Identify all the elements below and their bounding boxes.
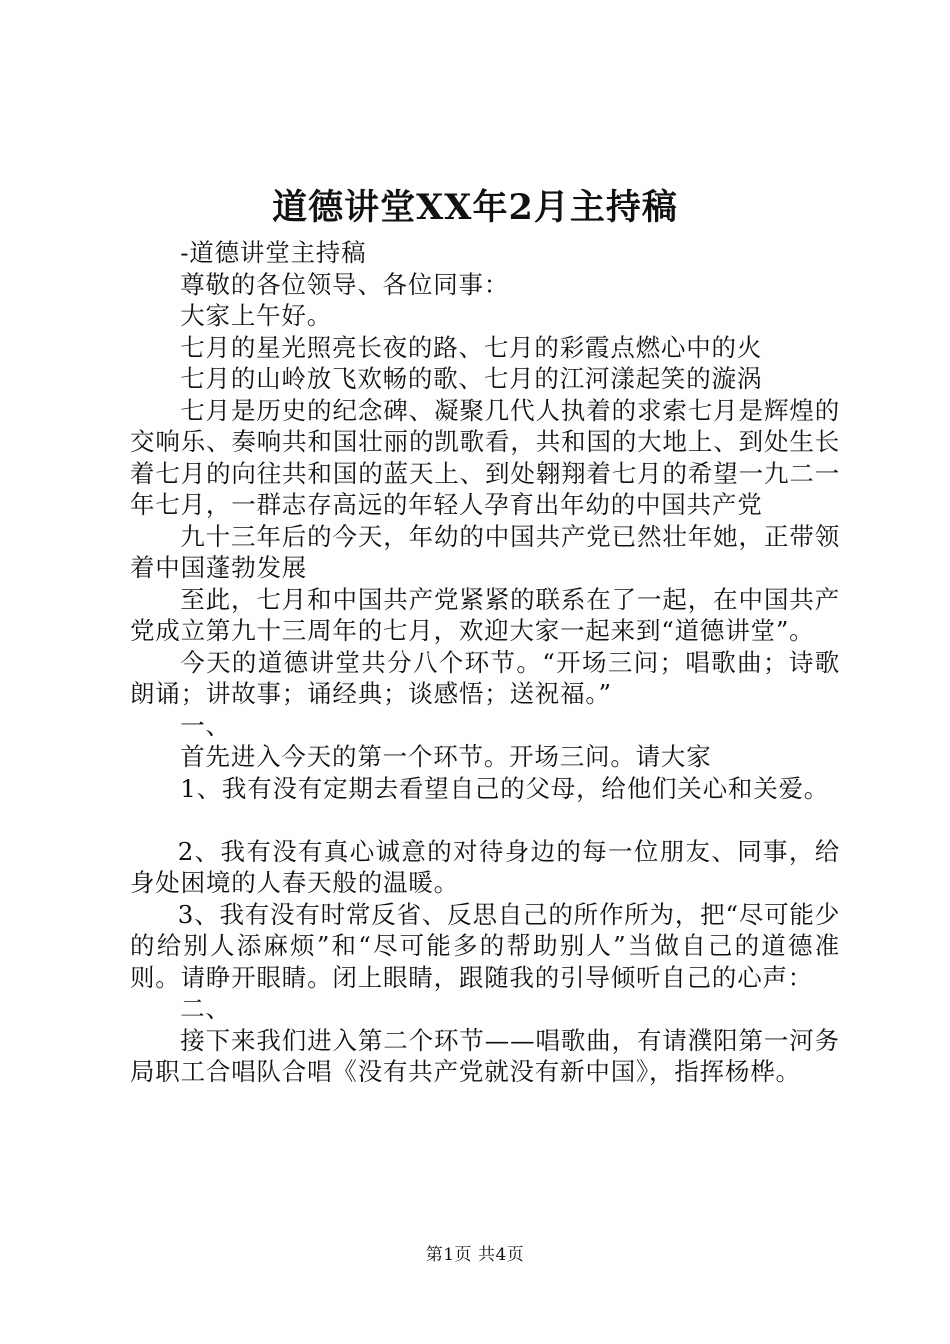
paragraph: 至此，七月和中国共产党紧紧的联系在了一起，在中国共产党成立第九十三周年的七月，欢迎大家一起来到“道德讲堂”。 (130, 584, 840, 645)
paragraph: -道德讲堂主持稿 (180, 238, 367, 267)
paragraph: 接下来我们进入第二个环节——唱歌曲，有请濮阳第一河务局职工合唱队合唱《没有共产党就没有新中国》，指挥杨桦。 (130, 1025, 840, 1086)
paragraph: 九十三年后的今天，年幼的中国共产党已然壮年她，正带领着中国蓬勃发展 (130, 521, 840, 582)
paragraph: 3、我有没有时常反省、反思自己的所作所为，把“尽可能少的给别人添麻烦”和“尽可能多的帮助别人”当做自己的道德准则。请睁开眼睛。闭上眼睛，跟随我的引导倾听自己的心声： (130, 899, 840, 992)
document-body (130, 237, 840, 1088)
paragraph: 七月的星光照亮长夜的路、七月的彩霞点燃心中的火 (180, 332, 763, 362)
paragraph: 七月是历史的纪念碑、凝聚几代人执着的求索七月是辉煌的交响乐、奏响共和国壮丽的凯歌看，共和国的大地上、到处生长着七月的向往共和国的蓝天上、到处翱翔着七月的希望一九二一年七月，一群志存高远的年轻人孕育出年幼的中国共产党 (130, 395, 840, 519)
paragraph: 一、 (180, 710, 231, 740)
paragraph: 1、我有没有定期去看望自己的父母，给他们关心和关爱。 (180, 773, 830, 803)
paragraph: 尊敬的各位领导、各位同事： (180, 269, 510, 299)
paragraph: 2、我有没有真心诚意的对待身边的每一位朋友、同事，给身处困境的人春天般的温暖。 (130, 836, 840, 897)
paragraph: 大家上午好。 (180, 301, 333, 330)
paragraph: 今天的道德讲堂共分八个环节。“开场三问；唱歌曲；诗歌朗诵；讲故事；诵经典；谈感悟；送祝福。” (130, 647, 840, 708)
paragraph: 七月的山岭放飞欢畅的歌、七月的江河漾起笑的漩涡 (180, 364, 763, 393)
paragraph: 二、 (180, 994, 231, 1023)
page-number: 第1页 共4页 (425, 1245, 525, 1265)
paragraph: 首先进入今天的第一个环节。开场三问。请大家 (180, 742, 712, 771)
document-title: 道德讲堂XX年2月主持稿 (272, 187, 678, 228)
